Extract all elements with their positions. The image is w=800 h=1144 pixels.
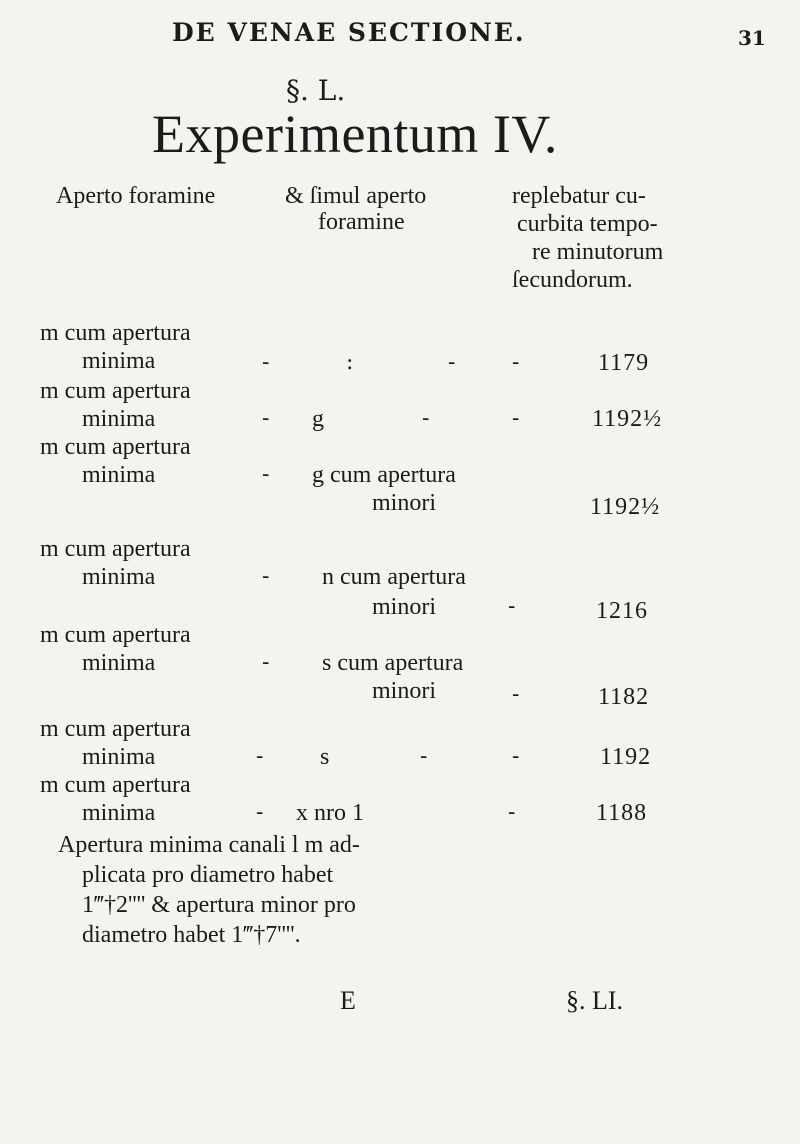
row-4-value: 1216 [596,598,648,624]
running-title: DE VENAE SECTIONE. [172,18,526,47]
row-1-value: 1179 [598,350,650,376]
leader-dash: - [512,744,520,769]
row-7-label-line1: m cum apertura [40,772,191,798]
leader-dash: - [256,800,264,825]
row-3-label-line1: m cum apertura [40,434,191,460]
page-number: 31 [738,26,766,50]
leader-dash: - [448,350,456,375]
leader-dash: : [346,350,354,375]
section-mark: §. L. [286,74,346,107]
signature-mark: E [340,986,356,1015]
column-header-3-line1: replebatur cu- [512,183,646,209]
row-4-label-line1: m cum apertura [40,536,191,562]
row-6-second-column: s [320,744,330,770]
row-2-second-column: g [312,406,324,432]
leader-dash: - [262,350,270,375]
note-line-1: Apertura minima canali l m ad- [58,832,360,858]
row-2-label-line1: m cum apertura [40,378,191,404]
row-7-second-column: x nro 1 [296,800,364,826]
row-5-second-column-line1: s cum apertura [322,650,464,676]
leader-dash: - [262,564,270,589]
note-line-3: 1‴†2'''' & apertura minor pro [82,892,356,918]
leader-dash: - [508,800,516,825]
row-3-second-column-line1: g cum apertura [312,462,456,488]
row-2-label-line2: minima [82,406,156,432]
row-2-value: 1192½ [592,406,663,432]
note-line-4: diametro habet 1‴†7''''. [82,922,301,948]
leader-dash: - [512,406,520,431]
row-5-label-line2: minima [82,650,156,676]
row-7-label-line2: minima [82,800,156,826]
column-header-3-line2: curbita tempo- [517,211,658,237]
row-1-label-line1: m cum apertura [40,320,191,346]
column-header-2-line1: & ſimul aperto [285,183,427,209]
row-5-label-line1: m cum apertura [40,622,191,648]
leader-dash: - [512,682,520,707]
leader-dash: - [422,406,430,431]
column-header-3-line4: ſecundorum. [512,267,633,293]
leader-dash: - [512,350,520,375]
row-5-second-column-line2: minori [372,678,436,704]
row-4-label-line2: minima [82,564,156,590]
row-1-label-line2: minima [82,348,156,374]
note-line-2: plicata pro diametro habet [82,862,334,888]
row-6-label-line2: minima [82,744,156,770]
page-title: Experimentum IV. [152,104,558,164]
row-7-value: 1188 [596,800,648,826]
row-5-value: 1182 [598,684,650,710]
column-header-3-line3: re minutorum [532,239,664,265]
row-6-value: 1192 [600,744,652,770]
leader-dash: - [420,744,428,769]
row-3-second-column-line2: minori [372,490,436,516]
leader-dash: - [262,406,270,431]
leader-dash: - [256,744,264,769]
leader-dash: - [262,462,270,487]
row-6-label-line1: m cum apertura [40,716,191,742]
row-4-second-column-line1: n cum apertura [322,564,466,590]
leader-dash: - [508,594,516,619]
column-header-2-line2: foramine [318,209,405,235]
catchword: §. LI. [566,986,624,1015]
column-header-1: Aperto foramine [56,183,216,209]
leader-dash: - [262,650,270,675]
row-3-value: 1192½ [590,494,661,520]
row-3-label-line2: minima [82,462,156,488]
row-4-second-column-line2: minori [372,594,436,620]
